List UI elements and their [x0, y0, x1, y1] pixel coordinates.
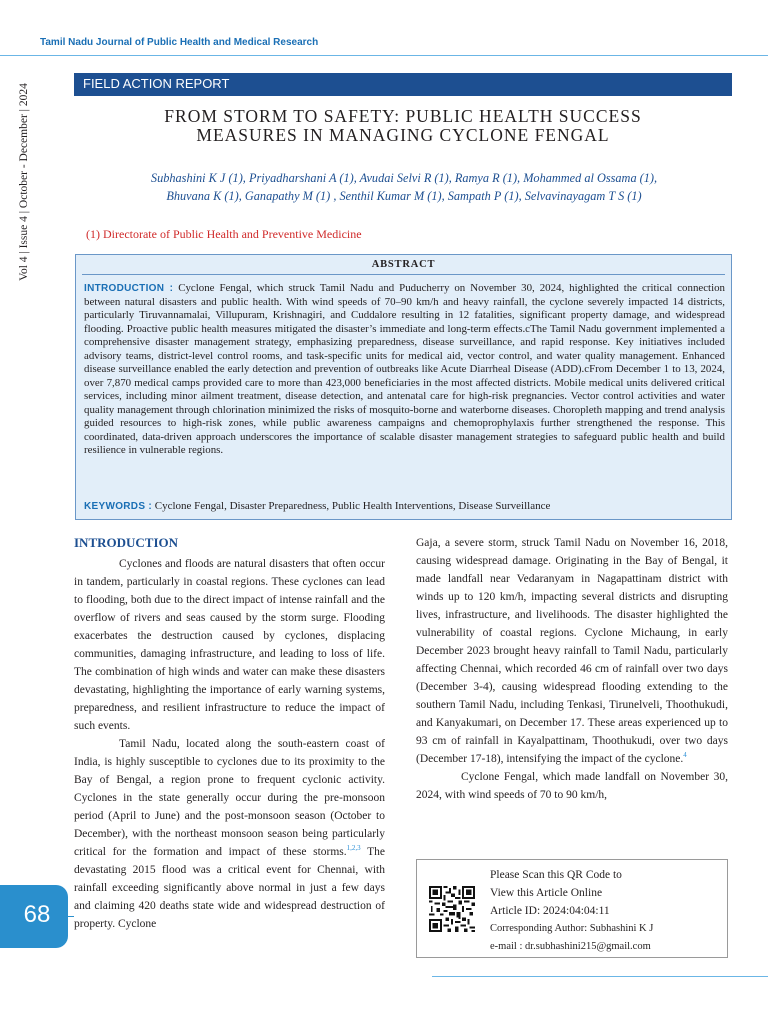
title-line-2: MEASURES IN MANAGING CYCLONE FENGAL: [196, 125, 610, 145]
page-number-tab: [0, 885, 68, 948]
authors-line-2: Bhuvana K (1), Ganapathy M (1) , Senthil Kumar M (1), Sampath P (1), Selvavinayagam T S (1): [166, 189, 642, 203]
title-line-1: FROM STORM TO SAFETY: PUBLIC HEALTH SUCCESS: [164, 106, 642, 126]
article-id: Article ID: 2024:04:04:11: [490, 905, 610, 917]
author-list: [90, 169, 718, 205]
qr-info-box: [416, 859, 728, 958]
qr-code-icon[interactable]: [429, 886, 475, 932]
issue-info-text: Vol 4 | Issue 4 | October - December | 2024: [18, 83, 30, 281]
introduction-heading: INTRODUCTION: [74, 535, 179, 550]
header-rule: [0, 55, 768, 56]
corresponding-author: Corresponding Author: Subhashini K J: [490, 923, 654, 934]
qr-info-text: [490, 866, 653, 956]
intro-paragraph-4: Cyclone Fengal, which made landfall on November 30, 2024, with wind speeds of 70 to 90 km/h,: [416, 771, 728, 801]
issue-info-sidebar: [16, 72, 32, 292]
authors-line-1: Subhashini K J (1), Priyadharshani A (1), Avudai Selvi R (1), Ramya R (1), Mohammed al Ossama (1),: [150, 171, 658, 185]
keywords-label: KEYWORDS :: [84, 501, 152, 512]
page-number: 68: [23, 901, 51, 928]
abstract-body: [84, 282, 725, 458]
qr-view-online: View this Article Online: [490, 887, 603, 899]
abstract-box: [75, 254, 732, 520]
journal-name: Tamil Nadu Journal of Public Health and Medical Research: [40, 37, 319, 48]
left-column: [74, 534, 385, 933]
citation-4[interactable]: 4: [683, 751, 687, 760]
paragraph-3-text: Gaja, a severe storm, struck Tamil Nadu on November 16, 2018, causing widespread damage. Originating in the Bay of Bengal, it made landfall near Vedaranyam in Nagapattinam district with winds up to 120 km/h, impacting several districts and disrupting lives, infrastructure, and livelihoods. The disaster highlighted the vulnerability of coastal regions. Cyclone Michaung, in early December 2023 brought heavy rainfall to Tamil Nadu, particularly affecting Chennai, which recorded 46 cm of rainfall over two days (December 3-4), causing widespread flooding extending to the southern Tamil Nadu, including Tenkasi, Tirunelveli, Thoothukudi, and Kanyakumari, on December 17. These areas experienced up to 93 cm of rainfall in Kayalpattinam, Thoothukudi, over two days (December 17-18), intensifying the impact of the cyclone.: [416, 537, 728, 765]
abstract-intro-label: INTRODUCTION :: [84, 283, 174, 294]
paragraph-2-continued: The devastating 2015 flood was a critical event for Chennai, with rainfall exceeding significantly above normal in just a few days and claiming 420 deaths state wide and widespread destruction of property. Cyclone: [74, 846, 386, 930]
intro-paragraph-2: [74, 735, 385, 933]
abstract-text: Cyclone Fengal, which struck Tamil Nadu and Puducherry on November 30, 2024, highlighted the critical connection between natural disasters and public health. With wind speeds of 70–90 km/h and heavy rainfall, the cyclone severely impacted 14 districts, particularly Tiruvannamalai, Villupuram, Krishnagiri, and Cuddalore resulting in 12 fatalities, significant property damage, and widespread flooding. Proactive public health measures mitigated the disaster’s immediate and long-term effects.cThe Tamil Nadu government implemented a comprehensive disaster management strategy, emphasizing preparedness, disease surveillance, and rapid response. Key initiatives included advisory teams, district-level control rooms, and task-specific units for medical aid, vector control, and water quality management. Enhanced disease surveillance enabled the early detection and prevention of outbreaks like Acute Diarrheal Disease (ADD).cFrom December 1 to 13, 2024, over 7,870 medical camps provided care to more than 423,000 beneficiaries in the most affected districts. Mobile medical units delivered critical services, including minor ailment treatment, disease detection, and antenatal care for high-risk pregnancies. Vector control activities and water quality management through chlorination minimized the risks of mosquito-borne and waterborne diseases. Choropleth mapping and trend analysis guided resources to high-risk zones, while public awareness campaigns and chemoprophylaxis further strengthened the response. This coordinated, data-driven approach underscores the importance of scalable disaster management strategies to safeguard public health and build resilience in vulnerable regions.: [84, 282, 725, 456]
page-tab-connector: [68, 916, 74, 917]
footer-rule: [432, 976, 768, 977]
qr-scan-prompt: Please Scan this QR Code to: [490, 869, 622, 881]
right-column: [416, 534, 728, 804]
citation-1-2-3[interactable]: 1,2,3: [346, 844, 361, 853]
abstract-heading: ABSTRACT: [371, 259, 436, 270]
keywords-text: Cyclone Fengal, Disaster Preparedness, Public Health Interventions, Disease Surveillance: [154, 500, 551, 512]
keywords: [84, 499, 725, 514]
section-banner: FIELD ACTION REPORT: [74, 73, 732, 96]
abstract-divider: [82, 274, 725, 275]
affiliation: (1) Directorate of Public Health and Preventive Medicine: [86, 227, 362, 241]
article-title: [74, 107, 732, 145]
intro-paragraph-1: Cyclones and floods are natural disasters that often occur in tandem, particularly in coastal regions. These cyclones can lead to flooding, both due to the direct impact of intense rainfall and the overflow of rivers and seas caused by the storm surge. Flooding exacerbates the destruction caused by cyclones, displacing communities, damaging infrastructure, and leading to loss of life. The combination of high winds and water can make these disasters devastating, highlighting the importance of early warning systems, preparedness, and resilient infrastructure to reduce the impact of such events.: [74, 558, 385, 732]
intro-paragraph-3: [416, 534, 728, 768]
author-email[interactable]: e-mail : dr.subhashini215@gmail.com: [490, 941, 651, 952]
paragraph-2-text: Tamil Nadu, located along the south-eastern coast of India, is highly susceptible to cyclones due to its proximity to the Bay of Bengal, a region prone to frequent cyclonic activity. Cyclones in the state generally occur during the pre-monsoon period (April to June) and the post-monsoon season (October to December), with the northeast monsoon season being particularly critical for the formation and impact of these storms.: [74, 738, 385, 858]
